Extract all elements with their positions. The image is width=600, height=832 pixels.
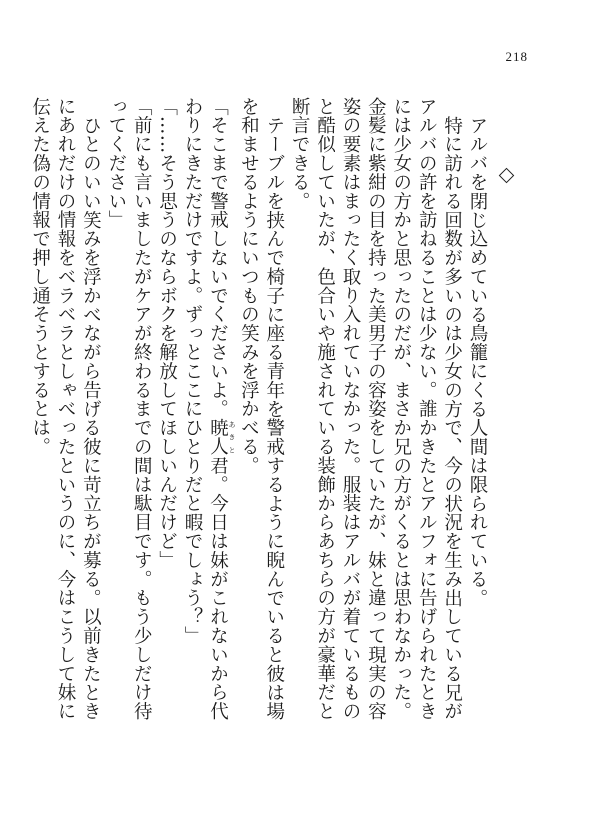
dialogue-text: 君。今日は妹がこれないから代わりにきただけですよ。ずっとここにひとりだと暇でしょう？」	[182, 97, 229, 721]
paragraph: テーブルを挟んで椅子に座る青年を警戒するように睨んでいると彼は場を和ませるようにいつもの笑みを浮かべる。	[238, 97, 285, 721]
dialogue-paragraph: 「……そう思うのならボクを解放してほしいんだけど」	[156, 97, 178, 570]
dialogue-paragraph: 「前にも言いましたがケアが終わるまでの間は駄目です。もう少しだけ待ってください」	[105, 97, 153, 721]
name-with-furigana	[207, 418, 236, 457]
dialogue-text: 「そこまで警戒しないでくださいよ。	[207, 97, 229, 419]
vertical-text-block	[29, 97, 490, 737]
diamond-outline-icon	[499, 168, 515, 184]
paragraph: アルバを閉じ込めている鳥籠にくる人間は限られている。	[467, 115, 488, 607]
paragraph: ひとのいい笑みを浮かべながら告げる彼に苛立ちが募る。以前きたときにあれだけの情報をベラベラとしゃべったというのに、今はこうして妹に伝えた偽の情報で押し通そうとするとは。	[29, 97, 102, 721]
ruby-base: 暁人	[207, 418, 229, 457]
furigana: あきと	[227, 418, 236, 457]
paragraph: 特に訪れる回数が多いのは少女の方で、今の状況を生み出している兄がアルバの許を訪ねることは少ない。誰かきたとアルフォに告げられたときには少女の方かと思ったのだが、まさか兄の方がくるとは思わなかった。金髪に紫紺の目を持った美男子の容姿をしていたが、妹と違って現実の容姿の要素はまったく取り入れていなかった。服装はアルバが着ているものと酷似していたが、色合いや施されている装飾からあちらの方が豪華だと断言できる。	[289, 97, 463, 721]
page-number: 218	[505, 49, 528, 64]
dialogue-paragraph	[180, 97, 236, 737]
